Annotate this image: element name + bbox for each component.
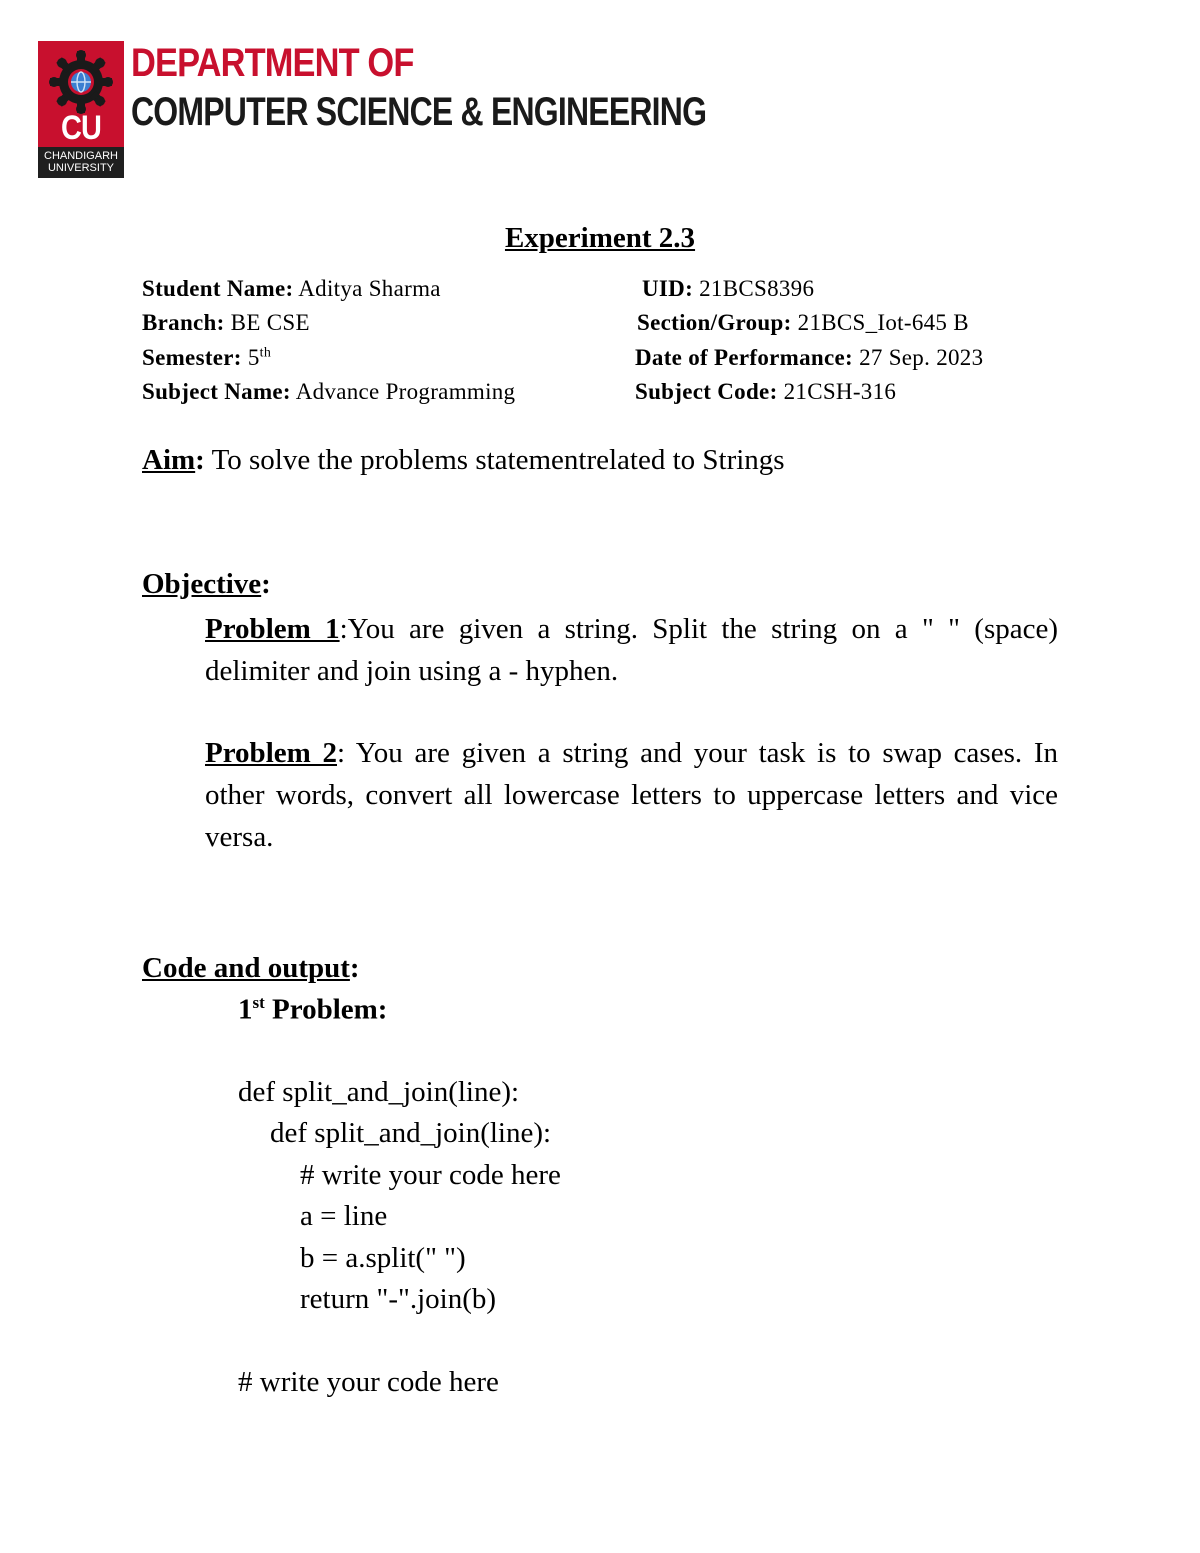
subject-name-label: Subject Name:	[142, 379, 291, 404]
section-label: Section/Group:	[637, 310, 792, 335]
date-label: Date of Performance:	[635, 345, 853, 370]
code-line: # write your code here	[238, 1366, 499, 1398]
semester-label: Semester:	[142, 345, 242, 370]
branch-label: Branch:	[142, 310, 225, 335]
subject-code-value: 21CSH-316	[783, 379, 897, 404]
aim-section	[142, 444, 785, 477]
problem-2-label: Problem 2	[205, 737, 337, 769]
department-line-2: COMPUTER SCIENCE & ENGINEERING	[131, 90, 707, 134]
logo-subtext-2: UNIVERSITY	[47, 162, 114, 174]
gear-globe-icon	[46, 47, 116, 117]
section-row	[637, 310, 969, 336]
code-line: return "-".join(b)	[300, 1283, 497, 1315]
date-value: 27 Sep. 2023	[859, 345, 984, 370]
section-value: 21BCS_Iot-645 B	[797, 310, 969, 335]
code-line: a = line	[300, 1200, 388, 1232]
first-problem-num: 1	[238, 993, 253, 1026]
subject-name-row	[142, 379, 515, 405]
code-line: def split_and_join(line):	[270, 1117, 552, 1149]
subject-code-label: Subject Code:	[635, 379, 778, 404]
department-line-1: DEPARTMENT OF	[131, 41, 414, 85]
experiment-title: Experiment 2.3	[504, 222, 696, 254]
university-logo	[38, 41, 124, 178]
problem-1-label: Problem 1	[205, 613, 340, 645]
student-name-label: Student Name:	[142, 276, 294, 301]
subject-code-row	[635, 379, 896, 405]
aim-text: To solve the problems statementrelated to Strings	[204, 444, 785, 476]
objective-heading	[142, 568, 271, 601]
uid-row	[642, 276, 814, 302]
semester-row	[142, 345, 271, 371]
code-line: # write your code here	[300, 1159, 561, 1191]
problem-1-text: :You are given a string. Split the string on a " " (space) delimiter and join using a - hyphen.	[205, 613, 1058, 687]
objective-colon: :	[261, 568, 271, 600]
first-problem-sup: st	[252, 993, 265, 1012]
logo-subtext-1: CHANDIGARH	[44, 150, 118, 162]
code-line: def split_and_join(line):	[238, 1076, 520, 1108]
problem-1-paragraph	[205, 608, 1058, 692]
code-output-label: Code and output	[142, 952, 350, 984]
date-row	[635, 345, 983, 371]
first-problem-heading	[238, 993, 387, 1027]
branch-value: BE CSE	[230, 310, 310, 335]
uid-label: UID:	[642, 276, 694, 301]
student-name-row	[142, 276, 441, 302]
uid-value: 21BCS8396	[699, 276, 815, 301]
subject-name-value: Advance Programming	[295, 379, 516, 404]
code-output-heading	[142, 952, 360, 985]
student-name-value: Aditya Sharma	[298, 276, 441, 301]
problem-2-paragraph	[205, 732, 1058, 858]
branch-row	[142, 310, 310, 336]
objective-label: Objective	[142, 568, 262, 600]
code-output-colon: :	[349, 952, 360, 984]
aim-label: Aim	[142, 444, 196, 476]
semester-value: 5	[247, 345, 260, 370]
semester-sup: th	[259, 345, 272, 361]
department-header	[38, 41, 738, 179]
first-problem-text: Problem:	[264, 993, 388, 1026]
code-line: b = a.split(" ")	[300, 1242, 466, 1274]
logo-university-band	[38, 147, 124, 178]
logo-cu-text: CU	[60, 109, 102, 147]
aim-colon: :	[195, 444, 205, 476]
problem-2-text: : You are given a string and your task is to swap cases. In other words, convert all lowercase letters to uppercase letters and vice versa.	[205, 737, 1058, 853]
